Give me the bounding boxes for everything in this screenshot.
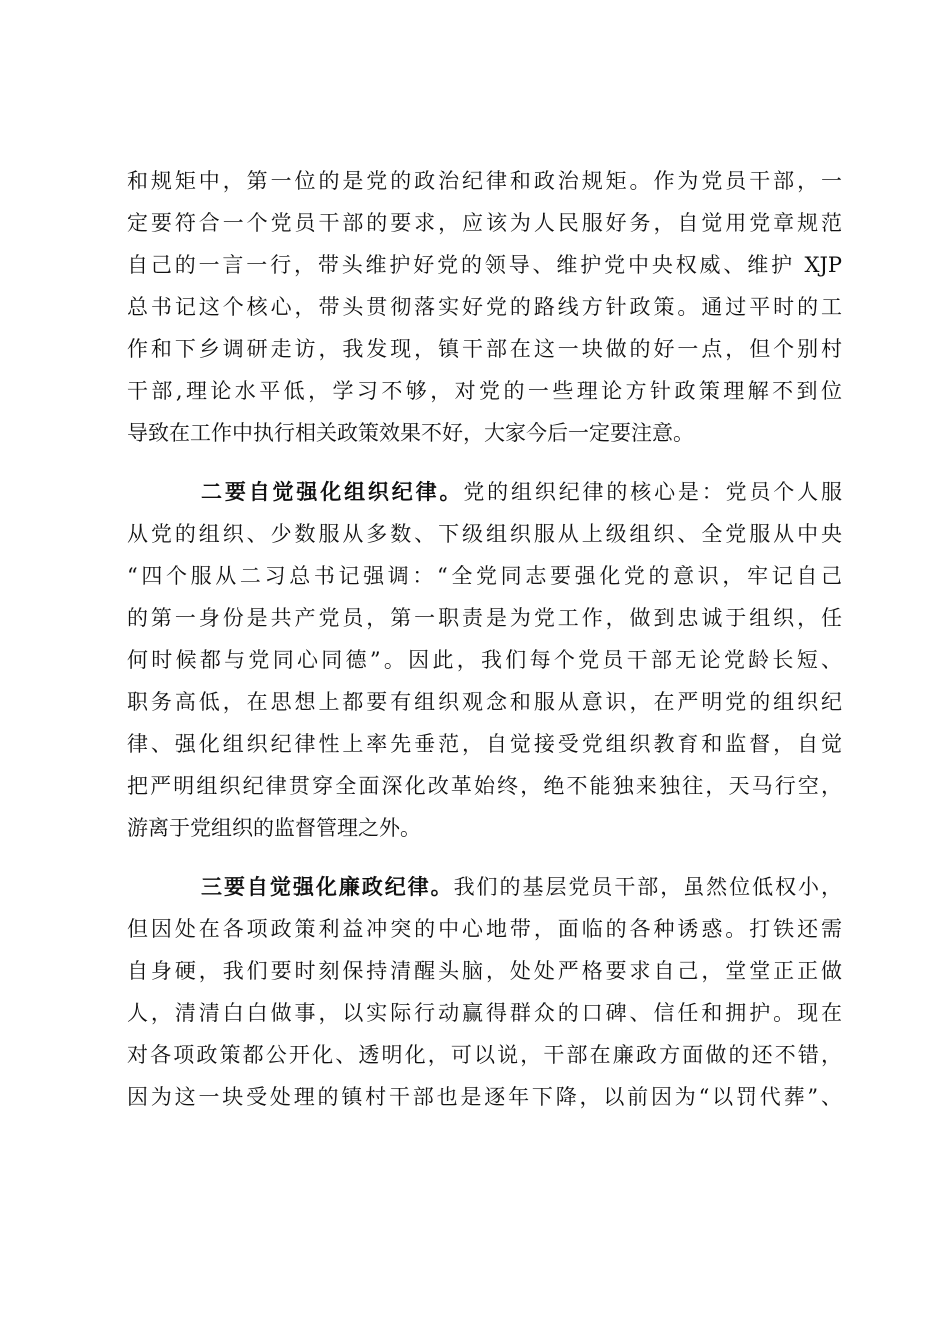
paragraph-2-line-8: 把严明组织纪律贯穿全面深化改革始终，绝不能独来独往，天马行空， bbox=[127, 774, 842, 798]
paragraph-2-line-6: 职务高低，在思想上都要有组织观念和服从意识，在严明党的组织纪 bbox=[127, 690, 842, 714]
paragraph-2-line-1 bbox=[201, 471, 842, 513]
paragraph-3-line-1 bbox=[201, 866, 842, 908]
paragraph-2-line-1-text: 党的组织纪律的核心是：党员个人服 bbox=[463, 480, 843, 504]
paragraph-3-line-5: 对各项政策都公开化、透明化，可以说，干部在廉政方面做的还不错， bbox=[127, 1043, 842, 1067]
paragraph-3-line-2: 但因处在各项政策利益冲突的中心地带，面临的各种诱惑。打铁还需 bbox=[127, 917, 842, 941]
paragraph-2-line-4: 的第一身份是共产党员，第一职责是为党工作，做到忠诚于组织，任 bbox=[127, 606, 842, 630]
paragraph-3-line-6: 因为这一块受处理的镇村干部也是逐年下降，以前因为“以罚代葬”、 bbox=[127, 1085, 842, 1109]
paragraph-1-line-4: 总书记这个核心，带头贯彻落实好党的路线方针政策。通过平时的工 bbox=[127, 295, 842, 319]
paragraph-2-line-3: “四个服从二习总书记强调：“全党同志要强化党的意识，牢记自己 bbox=[127, 564, 842, 588]
paragraph-1-line-2: 定要符合一个党员干部的要求，应该为人民服好务，自觉用党章规范 bbox=[127, 211, 842, 235]
paragraph-2-line-5: 何时候都与党同心同德”。因此，我们每个党员干部无论党龄长短、 bbox=[127, 648, 842, 672]
paragraph-1-line-1: 和规矩中，第一位的是党的政治纪律和政治规矩。作为党员干部，一 bbox=[127, 169, 842, 193]
paragraph-3-line-1-text: 我们的基层党员干部，虽然位低权小， bbox=[453, 875, 842, 899]
paragraph-1-line-3: 自己的一言一行，带头维护好党的领导、维护党中央权威、维护 XJP bbox=[127, 253, 842, 277]
paragraph-2-heading: 二要自觉强化组织纪律。 bbox=[201, 480, 464, 504]
paragraph-3-line-4: 人，清清白白做事，以实际行动赢得群众的口碑、信任和拥护。现在 bbox=[127, 1001, 842, 1025]
paragraph-2-line-2: 从党的组织、少数服从多数、下级组织服从上级组织、全党服从中央 bbox=[127, 522, 842, 546]
paragraph-1-line-6: 干部,理论水平低，学习不够，对党的一些理论方针政策理解不到位 bbox=[127, 379, 842, 403]
paragraph-2-line-7: 律、强化组织纪律性上率先垂范，自觉接受党组织教育和监督，自觉 bbox=[127, 732, 842, 756]
paragraph-1-line-7: 导致在工作中执行相关政策效果不好，大家今后一定要注意。 bbox=[127, 421, 694, 445]
paragraph-1-line-5: 作和下乡调研走访，我发现，镇干部在这一块做的好一点，但个别村 bbox=[127, 337, 842, 361]
paragraph-3-line-3: 自身硬，我们要时刻保持清醒头脑，处处严格要求自己，堂堂正正做 bbox=[127, 959, 842, 983]
paragraph-3-heading: 三要自觉强化廉政纪律。 bbox=[201, 875, 454, 899]
paragraph-2-line-9: 游离于党组织的监督管理之外。 bbox=[127, 816, 421, 840]
